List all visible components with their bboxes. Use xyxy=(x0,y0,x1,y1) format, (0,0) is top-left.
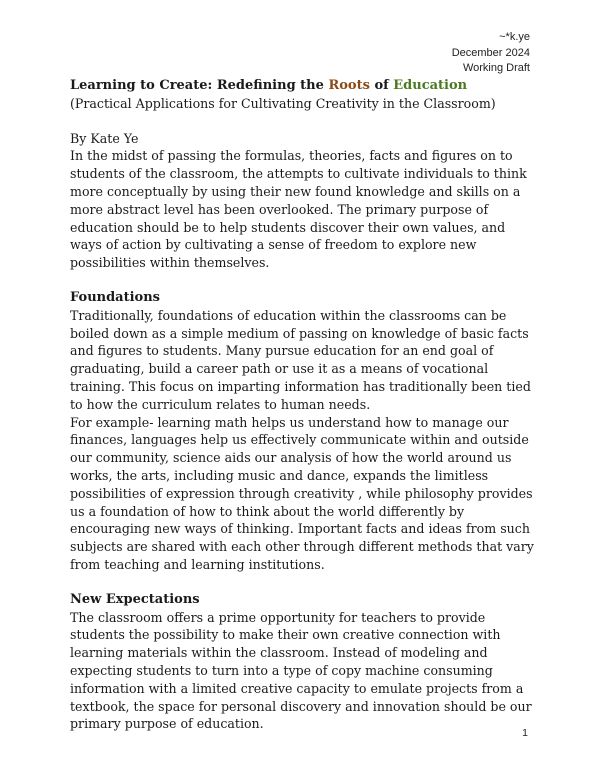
document-body xyxy=(70,77,540,733)
document-title xyxy=(70,77,540,95)
foundations-paragraph-1: Traditionally, foundations of education within the classrooms can be boiled down as a simple medium of passing on knowledge of basic facts and figures to students. Many pursue education for an end goal of graduating, build a career path or use it as a means of vocational training. This focus on imparting information has traditionally been tied to how the curriculum relates to human needs. xyxy=(70,307,531,412)
document-subtitle: (Practical Applications for Cultivating Creativity in the Classroom) xyxy=(70,95,496,111)
author-tag: ~*k.ye xyxy=(499,31,530,43)
draft-status: Working Draft xyxy=(462,62,530,74)
page-number: 1 xyxy=(522,727,528,739)
document-date: December 2024 xyxy=(451,46,530,59)
foundations-paragraph-2: For example- learning math helps us understand how to manage our finances, languages help us effectively communicate within and outside our community, science aids our analysis of how the world around us works, the arts, including music and dance, expands the limitless possibilities of expression through creativity , while philosophy provides us a foundation of how to think about the world differently by encouraging new ways of thinking. Important facts and ideas from such subjects are shared with each other through different methods that vary from teaching and learning institutions. xyxy=(70,414,534,572)
section-heading-foundations: Foundations xyxy=(70,289,160,305)
document-header xyxy=(452,30,530,77)
title-prefix: Learning to Create: Redefining the xyxy=(70,78,329,93)
intro-paragraph: In the midst of passing the formulas, theories, facts and figures on to students of the classroom, the attempts to cultivate individuals to think more conceptually by using their new found knowledge and skills on a more abstract level has been overlooked. The primary purpose of education should be to help students discover their own values, and ways of action by cultivating a sense of freedom to explore new possibilities within themselves. xyxy=(70,148,527,271)
title-of: of xyxy=(369,78,394,93)
byline: By Kate Ye xyxy=(70,130,139,146)
new-expectations-paragraph-1: The classroom offers a prime opportunity for teachers to provide students the possibility to make their own creative connection with learning materials within the classroom. Instead of modeling and expecting students to turn into a type of copy machine consuming information with a limited creative capacity to emulate projects from a textbook, the space for personal discovery and innovation should be our primary purpose of education. xyxy=(70,609,532,732)
title-roots: Roots xyxy=(328,78,370,93)
title-education: Education xyxy=(393,78,468,93)
section-heading-new-expectations: New Expectations xyxy=(70,591,200,607)
